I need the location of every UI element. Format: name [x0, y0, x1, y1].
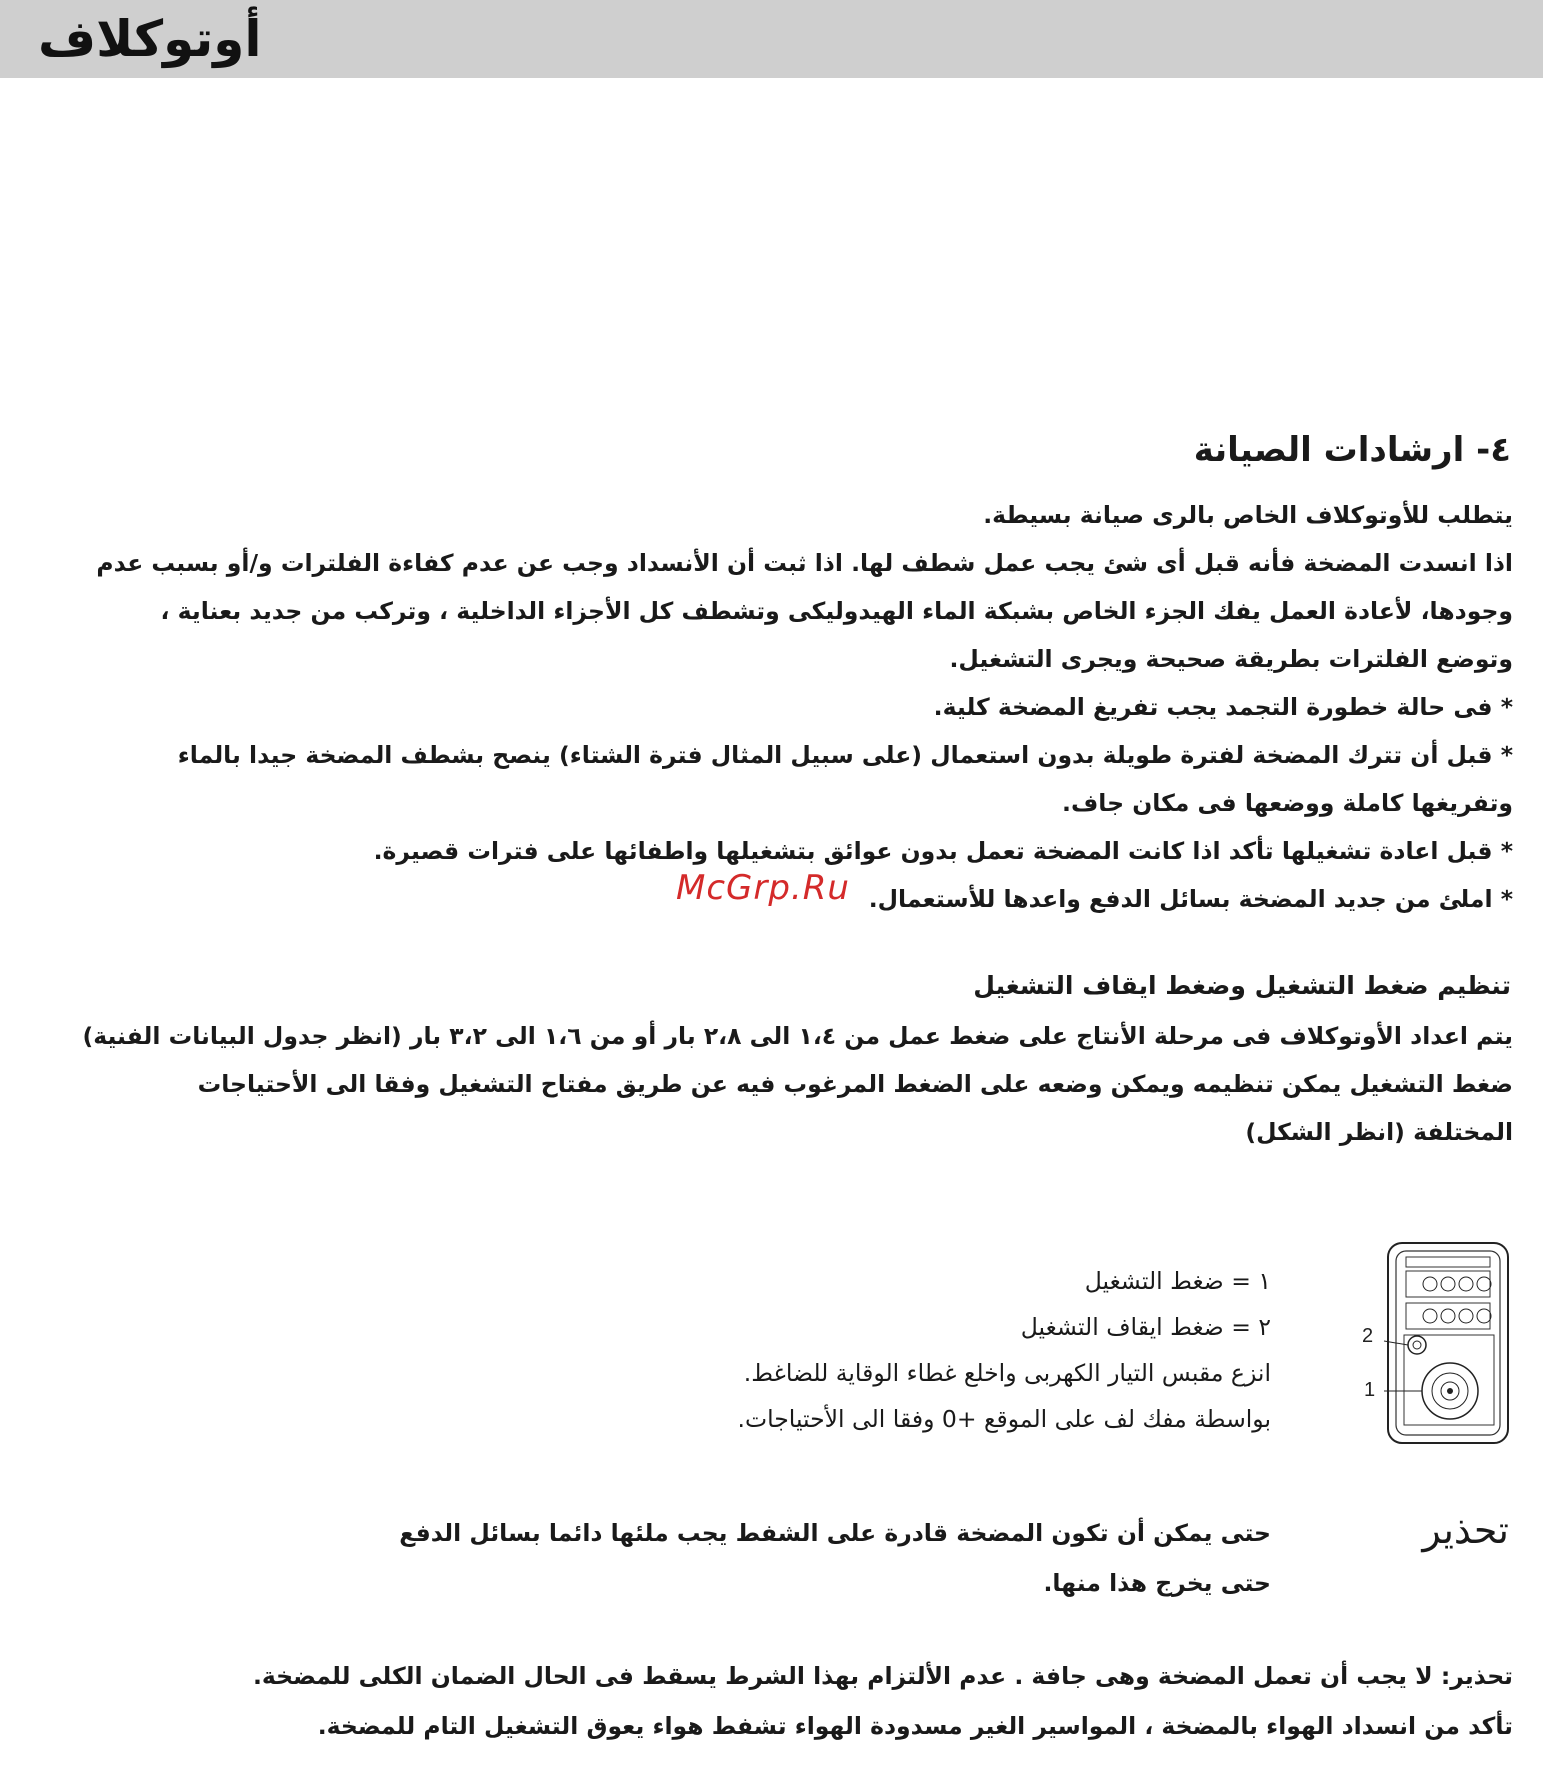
section-line: اذا انسدت المضخة فأنه قبل أى شئ يجب عمل شطف لها. اذا ثبت أن الأنسداد وجب عن عدم كفاءة الفلترات و/أو بسبب عدم	[96, 549, 1513, 577]
pressure-switch-illustration	[1360, 1241, 1510, 1446]
pressure-line: ضغط التشغيل يمكن تنظيمه ويمكن وضعه على الضغط المرغوب فيه عن طريق مفتاح التشغيل وفقا الى الأحتياجات	[197, 1070, 1513, 1098]
legend-line: بواسطة مفك لف على الموقع +0 وفقا الى الأحتياجات.	[737, 1405, 1271, 1433]
footer-warning: تأكد من انسداد الهواء بالمضخة ، المواسير الغير مسدودة الهواء تشفط هواء يعوق التشغيل التام للمضخة.	[317, 1712, 1513, 1740]
section-line: يتطلب للأوتوكلاف الخاص بالرى صيانة بسيطة.	[983, 501, 1513, 529]
section-title: ٤- ارشادات الصيانة	[1193, 430, 1511, 470]
section-line: * فى حالة خطورة التجمد يجب تفريغ المضخة كلية.	[933, 693, 1513, 721]
warning-line: حتى يمكن أن تكون المضخة قادرة على الشفط يجب ملئها دائما بسائل الدفع	[399, 1519, 1271, 1547]
pressure-switch-diagram	[1360, 1241, 1510, 1446]
footer-warning: تحذير: لا يجب أن تعمل المضخة وهى جافة . عدم الألتزام بهذا الشرط يسقط فى الحال الضمان الكلى للمضخة.	[252, 1662, 1513, 1690]
pressure-line: المختلفة (انظر الشكل)	[1245, 1118, 1513, 1146]
diagram-label-2: 2	[1362, 1325, 1374, 1347]
page-title: أوتوكلاف	[38, 10, 262, 68]
watermark: McGrp.Ru	[676, 868, 850, 908]
section-line: * قبل اعادة تشغيلها تأكد اذا كانت المضخة تعمل بدون عوائق بتشغيلها واطفائها على فترات قصيرة.	[373, 837, 1513, 865]
legend-line: انزع مقبس التيار الكهربى واخلع غطاء الوقاية للضاغط.	[743, 1359, 1271, 1387]
section-line: وتوضع الفلترات بطريقة صحيحة ويجرى التشغيل.	[949, 645, 1513, 673]
diagram-label-1: 1	[1364, 1379, 1376, 1401]
section-line: وجودها، لأعادة العمل يفك الجزء الخاص بشبكة الماء الهيدوليكى وتشطف كل الأجزاء الداخلية ، وتركب من جديد بعناية ،	[160, 597, 1513, 625]
section-line: وتفريغها كاملة ووضعها فى مكان جاف.	[1062, 789, 1513, 817]
header-bar	[0, 0, 1543, 78]
section-line: * املئ من جديد المضخة بسائل الدفع واعدها للأستعمال.	[868, 885, 1513, 913]
legend-line: ١ = ضغط التشغيل	[1084, 1267, 1271, 1295]
section-line: * قبل أن تترك المضخة لفترة طويلة بدون استعمال (على سبيل المثال فترة الشتاء) ينصح بشطف المضخة جيدا بالماء	[177, 741, 1513, 769]
legend-line: ٢ = ضغط ايقاف التشغيل	[1020, 1313, 1271, 1341]
pressure-line: يتم اعداد الأوتوكلاف فى مرحلة الأنتاج على ضغط عمل من ١،٤ الى ٢،٨ بار أو من ١،٦ الى ٣،٢ بار (انظر جدول البيانات الفنية)	[82, 1022, 1513, 1050]
warning-label: تحذير	[1422, 1508, 1509, 1552]
warning-line: حتى يخرج هذا منها.	[1043, 1569, 1271, 1597]
pressure-title: تنظيم ضغط التشغيل وضغط ايقاف التشغيل	[973, 971, 1511, 1000]
